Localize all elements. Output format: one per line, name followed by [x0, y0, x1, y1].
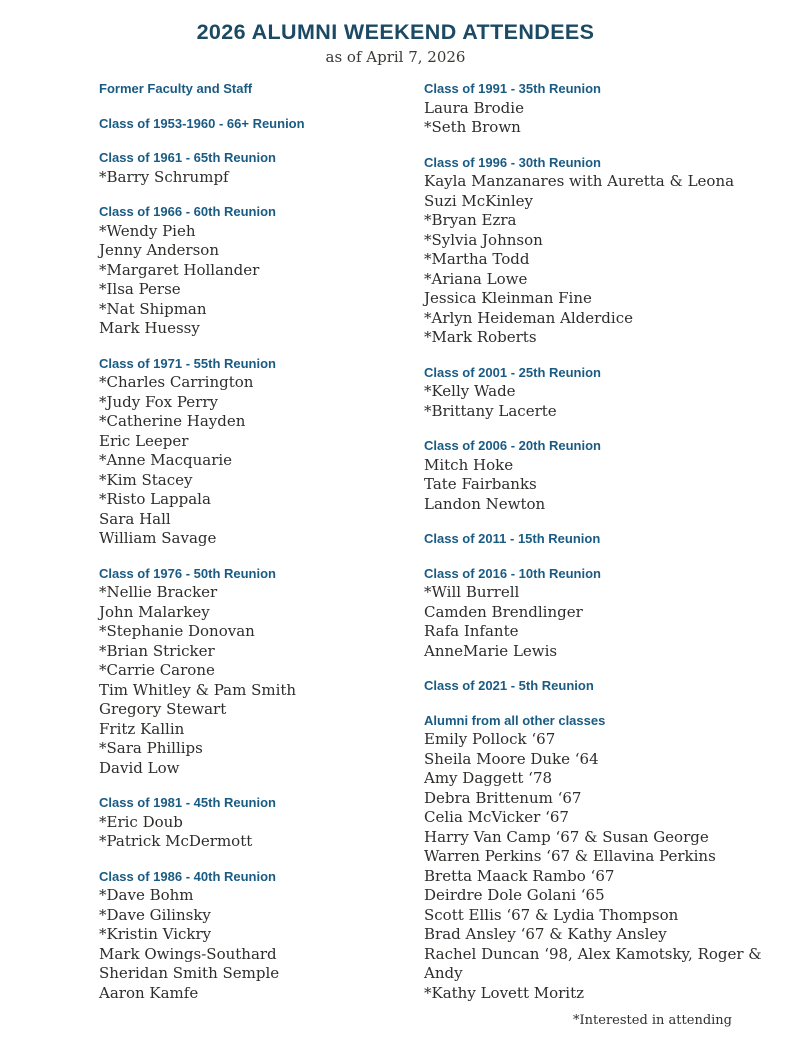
attendee-columns [0, 79, 791, 1018]
attendee-name: *Kristin Vickry [99, 925, 212, 943]
class-section [424, 153, 764, 348]
class-section [99, 564, 424, 779]
attendee-name: *Kelly Wade [424, 382, 516, 400]
class-section [99, 867, 424, 1004]
section-heading: Class of 2006 - 20th Reunion [424, 438, 601, 453]
attendee-name: *Kim Stacey [99, 470, 193, 489]
page-title: 2026 ALUMNI WEEKEND ATTENDEES [196, 20, 595, 44]
class-section [424, 564, 764, 662]
section-heading: Class of 1996 - 30th Reunion [424, 154, 601, 170]
attendee-name: Landon Newton [424, 494, 546, 513]
attendee-name: *Risto Lappala [99, 490, 211, 508]
class-section [99, 79, 424, 99]
left-column [99, 79, 424, 1018]
class-section [99, 148, 424, 187]
attendee-name: William Savage [99, 529, 217, 547]
attendee-name: *Judy Fox Perry [99, 392, 218, 411]
attendee-name: *Brian Stricker [99, 641, 215, 660]
section-heading: Class of 2011 - 15th Reunion [424, 531, 601, 546]
section-heading: Class of 1953-1960 - 66+ Reunion [99, 115, 305, 131]
attendee-name: *Bryan Ezra [424, 211, 517, 229]
attendee-name: Aaron Kamfe [99, 983, 199, 1002]
attendee-name: *Arlyn Heideman Alderdice [424, 308, 633, 327]
attendee-name: Tate Fairbanks [424, 475, 537, 493]
attendee-name: Eric Leeper [99, 431, 189, 450]
attendee-name: *Nellie Bracker [99, 583, 218, 601]
section-heading: Class of 1986 - 40th Reunion [99, 868, 276, 884]
class-section [424, 529, 764, 549]
attendee-name: Scott Ellis ‘67 & Lydia Thompson [424, 905, 679, 924]
attendee-name: Mitch Hoke [424, 455, 514, 474]
attendee-name: *Ilsa Perse [99, 280, 181, 298]
attendee-name: Mark Owings-Southard [99, 944, 277, 963]
section-heading: Class of 2021 - 5th Reunion [424, 678, 594, 693]
attendee-name: Brad Ansley ‘67 & Kathy Ansley [424, 925, 667, 943]
class-section [424, 363, 764, 422]
attendee-name: Celia McVicker ‘67 [424, 808, 569, 826]
attendee-name: Kayla Manzanares with Auretta & Leona [424, 172, 735, 190]
attendee-name: Bretta Maack Rambo ‘67 [424, 866, 615, 885]
class-section [99, 202, 424, 339]
section-heading: Class of 1966 - 60th Reunion [99, 204, 276, 219]
attendee-name: *Ariana Lowe [424, 269, 528, 288]
attendee-name: *Catherine Hayden [99, 412, 246, 430]
attendee-name: Laura Brodie [424, 98, 524, 117]
section-heading: Class of 1961 - 65th Reunion [99, 150, 276, 165]
section-heading: Alumni from all other classes [424, 712, 606, 728]
class-section [424, 79, 764, 138]
class-section [424, 711, 764, 1004]
attendee-name: Rachel Duncan ‘98, Alex Kamotsky, Roger & Andy [424, 944, 762, 982]
attendee-name: Emily Pollock ‘67 [424, 730, 556, 748]
attendee-name: *Carrie Carone [99, 661, 215, 679]
attendee-name: *Barry Schrumpf [99, 167, 229, 186]
attendee-name: Sheridan Smith Semple [99, 964, 280, 982]
section-heading: Former Faculty and Staff [99, 81, 253, 96]
attendee-name: *Brittany Lacerte [424, 401, 557, 420]
section-heading: Class of 2016 - 10th Reunion [424, 565, 601, 581]
attendee-name: *Dave Gilinsky [99, 905, 211, 924]
attendee-name: John Malarkey [99, 602, 210, 621]
attendee-name: Debra Brittenum ‘67 [424, 788, 582, 807]
attendee-name: Sara Hall [99, 509, 171, 528]
attendee-name: *Sylvia Johnson [424, 230, 543, 249]
attendee-name: Rafa Infante [424, 622, 519, 640]
attendee-name: *Nat Shipman [99, 299, 207, 318]
attendee-name: Sheila Moore Duke ‘64 [424, 749, 599, 768]
attendee-name: *Martha Todd [424, 250, 530, 268]
attendee-name: *Seth Brown [424, 118, 521, 136]
attendee-name: *Margaret Hollander [99, 260, 260, 279]
attendee-name: Suzi McKinley [424, 191, 533, 210]
document-page [0, 20, 791, 1044]
right-column [424, 79, 764, 1018]
attendee-name: Deirdre Dole Golani ‘65 [424, 886, 605, 904]
attendee-name: *Sara Phillips [99, 739, 203, 757]
attendee-name: *Mark Roberts [424, 328, 537, 346]
attendee-name: Harry Van Camp ‘67 & Susan George [424, 827, 709, 846]
attendee-name: *Wendy Pieh [99, 221, 196, 240]
class-section [424, 676, 764, 696]
attendee-name: *Kathy Lovett Moritz [424, 983, 585, 1002]
attendee-name: David Low [99, 758, 180, 777]
attendee-name: *Dave Bohm [99, 886, 194, 904]
page-subtitle: as of April 7, 2026 [325, 48, 466, 66]
section-heading: Class of 1971 - 55th Reunion [99, 355, 276, 371]
attendee-name: Jenny Anderson [99, 241, 219, 259]
attendee-name: Jessica Kleinman Fine [424, 289, 592, 307]
class-section [424, 436, 764, 514]
section-heading: Class of 1991 - 35th Reunion [424, 81, 601, 96]
section-heading: Class of 1981 - 45th Reunion [99, 795, 276, 810]
attendee-name: Mark Huessy [99, 319, 200, 337]
attendee-name: Fritz Kallin [99, 719, 185, 738]
section-heading: Class of 2001 - 25th Reunion [424, 364, 601, 380]
attendee-name: *Will Burrell [424, 583, 520, 601]
attendee-name: *Stephanie Donovan [99, 622, 255, 640]
attendee-name: *Anne Macquarie [99, 451, 233, 469]
class-section [99, 793, 424, 852]
attendee-name: *Eric Doub [99, 812, 183, 831]
attendee-name: *Patrick McDermott [99, 832, 253, 850]
attendee-name: Gregory Stewart [99, 700, 227, 718]
class-section [99, 114, 424, 134]
class-section [99, 354, 424, 549]
attendee-name: AnneMarie Lewis [424, 641, 558, 660]
attendee-name: Amy Daggett ‘78 [424, 769, 553, 787]
section-heading: Class of 1976 - 50th Reunion [99, 565, 276, 581]
attendance-footnote: *Interested in attending [573, 1013, 732, 1028]
attendee-name: Camden Brendlinger [424, 602, 583, 621]
attendee-name: Tim Whitley & Pam Smith [99, 680, 297, 699]
attendee-name: *Charles Carrington [99, 373, 254, 391]
attendee-name: Warren Perkins ‘67 & Ellavina Perkins [424, 847, 716, 865]
